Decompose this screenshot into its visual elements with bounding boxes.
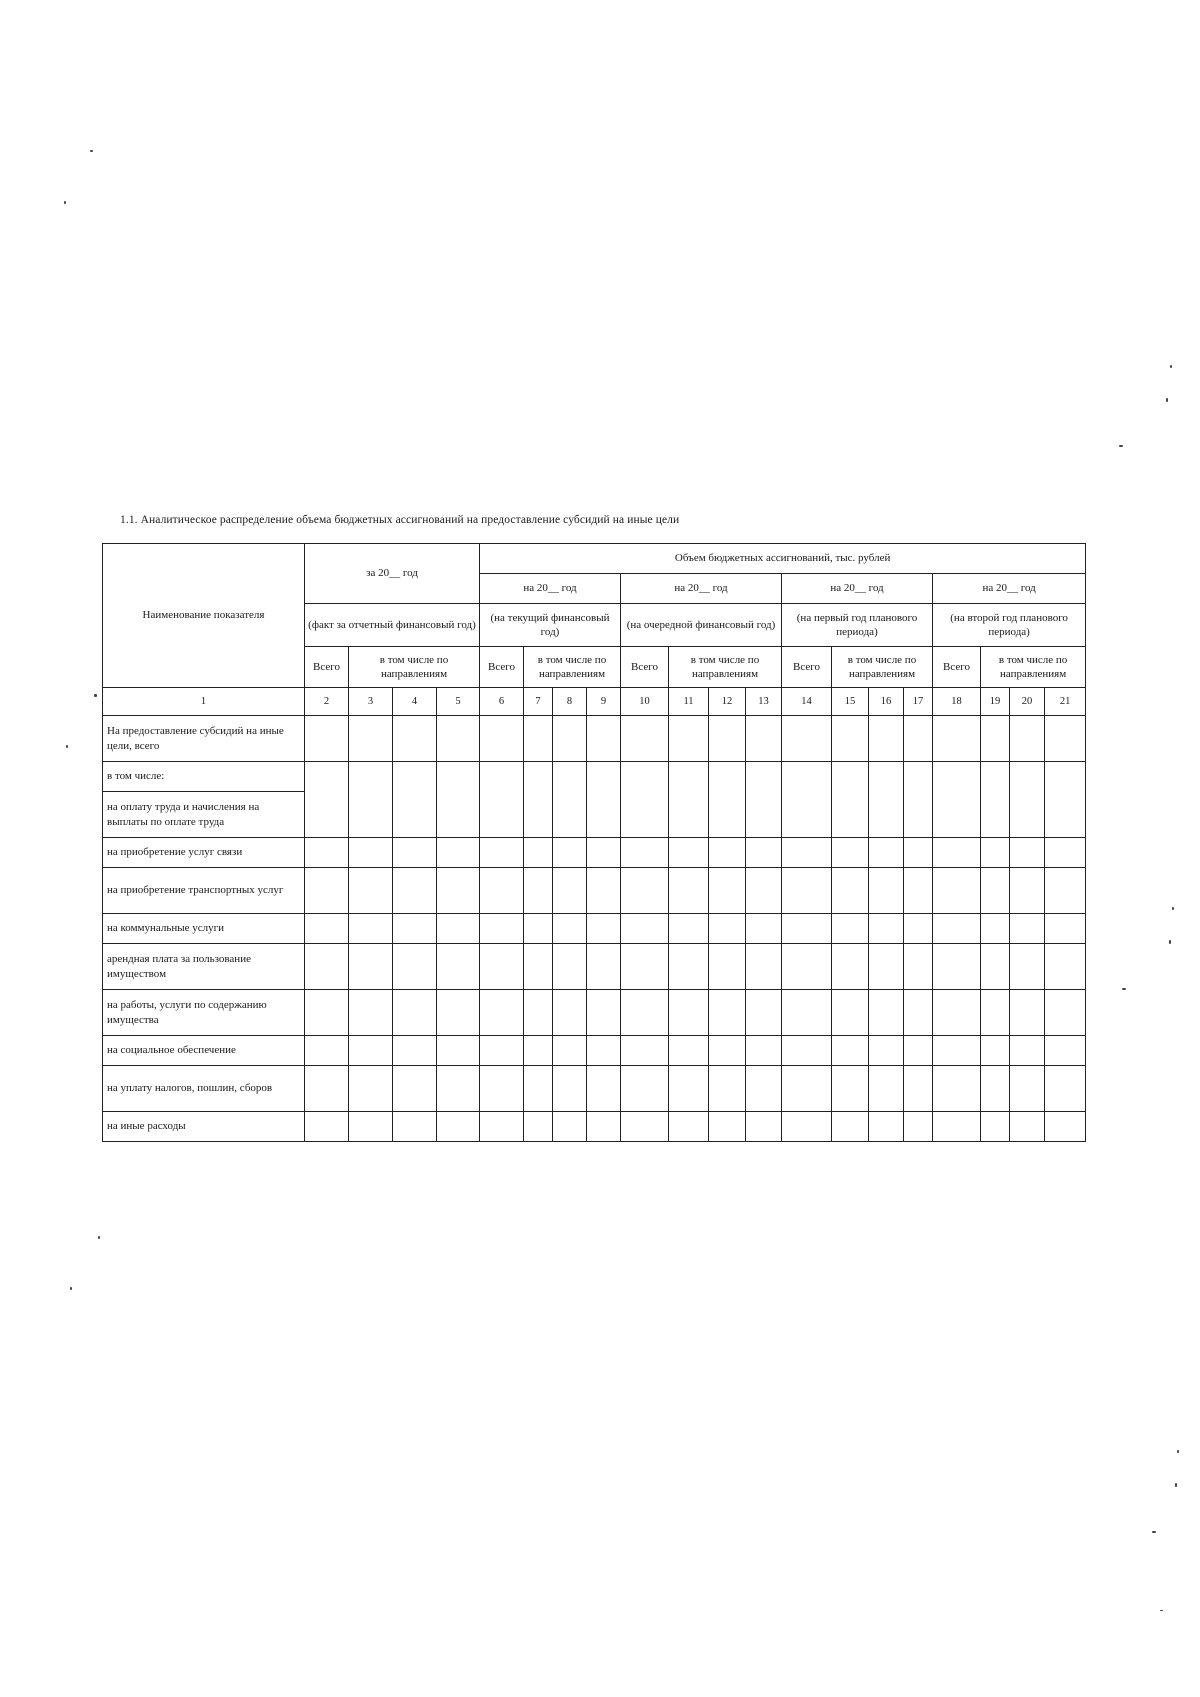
row-label: на работы, услуги по содержанию имущества	[103, 990, 305, 1036]
header-by-direction: в том числе по направлениям	[669, 647, 782, 688]
scan-speck	[1152, 1531, 1156, 1533]
column-number: 6	[480, 688, 524, 716]
row-label: на уплату налогов, пошлин, сборов	[103, 1066, 305, 1112]
column-number: 8	[553, 688, 587, 716]
scan-speck	[66, 745, 68, 748]
scan-speck	[1172, 907, 1174, 910]
table-row	[103, 990, 1086, 1036]
column-number: 10	[621, 688, 669, 716]
header-appropriations-volume: Объем бюджетных ассигнований, тыс. рублей	[480, 544, 1086, 574]
row-label: на оплату труда и начисления на выплаты по оплате труда	[103, 792, 305, 838]
table-row	[103, 1036, 1086, 1066]
row-label: арендная плата за пользование имуществом	[103, 944, 305, 990]
scan-speck	[1170, 365, 1172, 368]
row-label: на иные расходы	[103, 1112, 305, 1142]
column-number: 3	[349, 688, 393, 716]
header-fact-year: за 20__ год	[305, 544, 480, 604]
column-number: 14	[782, 688, 832, 716]
header-total: Всего	[621, 647, 669, 688]
column-number: 5	[437, 688, 480, 716]
column-number: 21	[1045, 688, 1086, 716]
row-label: на коммунальные услуги	[103, 914, 305, 944]
header-period-plan-2: (на второй год планового периода)	[933, 604, 1086, 647]
header-period-current: (на текущий финансовый год)	[480, 604, 621, 647]
row-label: на приобретение услуг связи	[103, 838, 305, 868]
header-year-plan-1: на 20__ год	[782, 574, 933, 604]
column-number: 13	[746, 688, 782, 716]
header-total: Всего	[782, 647, 832, 688]
section-title: 1.1. Аналитическое распределение объема бюджетных ассигнований на предоставление субсидий на иные цели	[120, 514, 680, 526]
header-total: Всего	[933, 647, 981, 688]
header-year-plan-2: на 20__ год	[933, 574, 1086, 604]
column-number: 20	[1010, 688, 1045, 716]
scan-speck	[1122, 988, 1126, 990]
column-number: 19	[981, 688, 1010, 716]
table-row	[103, 914, 1086, 944]
column-number: 12	[709, 688, 746, 716]
column-number: 4	[393, 688, 437, 716]
column-number: 18	[933, 688, 981, 716]
column-number: 15	[832, 688, 869, 716]
column-number: 2	[305, 688, 349, 716]
scan-speck	[1119, 445, 1123, 447]
row-label: на приобретение транспортных услуг	[103, 868, 305, 914]
column-number: 7	[524, 688, 553, 716]
header-by-direction: в том числе по направлениям	[349, 647, 480, 688]
scan-speck	[1175, 1483, 1177, 1487]
header-period-next: (на очередной финансовый год)	[621, 604, 782, 647]
header-by-direction: в том числе по направлениям	[832, 647, 933, 688]
scan-speck	[1160, 1610, 1163, 1611]
column-number: 9	[587, 688, 621, 716]
header-year-current: на 20__ год	[480, 574, 621, 604]
header-total: Всего	[305, 647, 349, 688]
column-number: 16	[869, 688, 904, 716]
header-period-fact: (факт за отчетный финансовый год)	[305, 604, 480, 647]
scan-speck	[98, 1236, 100, 1239]
table-row	[103, 1066, 1086, 1112]
header-total: Всего	[480, 647, 524, 688]
table-row	[103, 868, 1086, 914]
scan-speck	[94, 694, 97, 697]
row-label: на социальное обеспечение	[103, 1036, 305, 1066]
scan-speck	[1166, 398, 1168, 402]
row-label: в том числе:	[103, 762, 305, 792]
scan-speck	[1177, 1450, 1179, 1453]
table-row	[103, 1112, 1086, 1142]
scan-speck	[64, 201, 66, 204]
header-by-direction: в том числе по направлениям	[981, 647, 1086, 688]
header-period-plan-1: (на первый год планового периода)	[782, 604, 933, 647]
scan-speck	[70, 1287, 72, 1290]
row-label: На предоставление субсидий на иные цели, всего	[103, 716, 305, 762]
header-by-direction: в том числе по направлениям	[524, 647, 621, 688]
scan-speck	[90, 150, 93, 152]
header-year-next: на 20__ год	[621, 574, 782, 604]
column-number-row	[103, 688, 1086, 716]
scan-speck	[1169, 940, 1171, 944]
column-number: 17	[904, 688, 933, 716]
column-number: 1	[103, 688, 305, 716]
table-row	[103, 944, 1086, 990]
table-row	[103, 762, 1086, 792]
appropriations-table	[102, 543, 1086, 1142]
column-number: 11	[669, 688, 709, 716]
table-row	[103, 716, 1086, 762]
table-row	[103, 838, 1086, 868]
header-indicator-name: Наименование показателя	[103, 544, 305, 688]
